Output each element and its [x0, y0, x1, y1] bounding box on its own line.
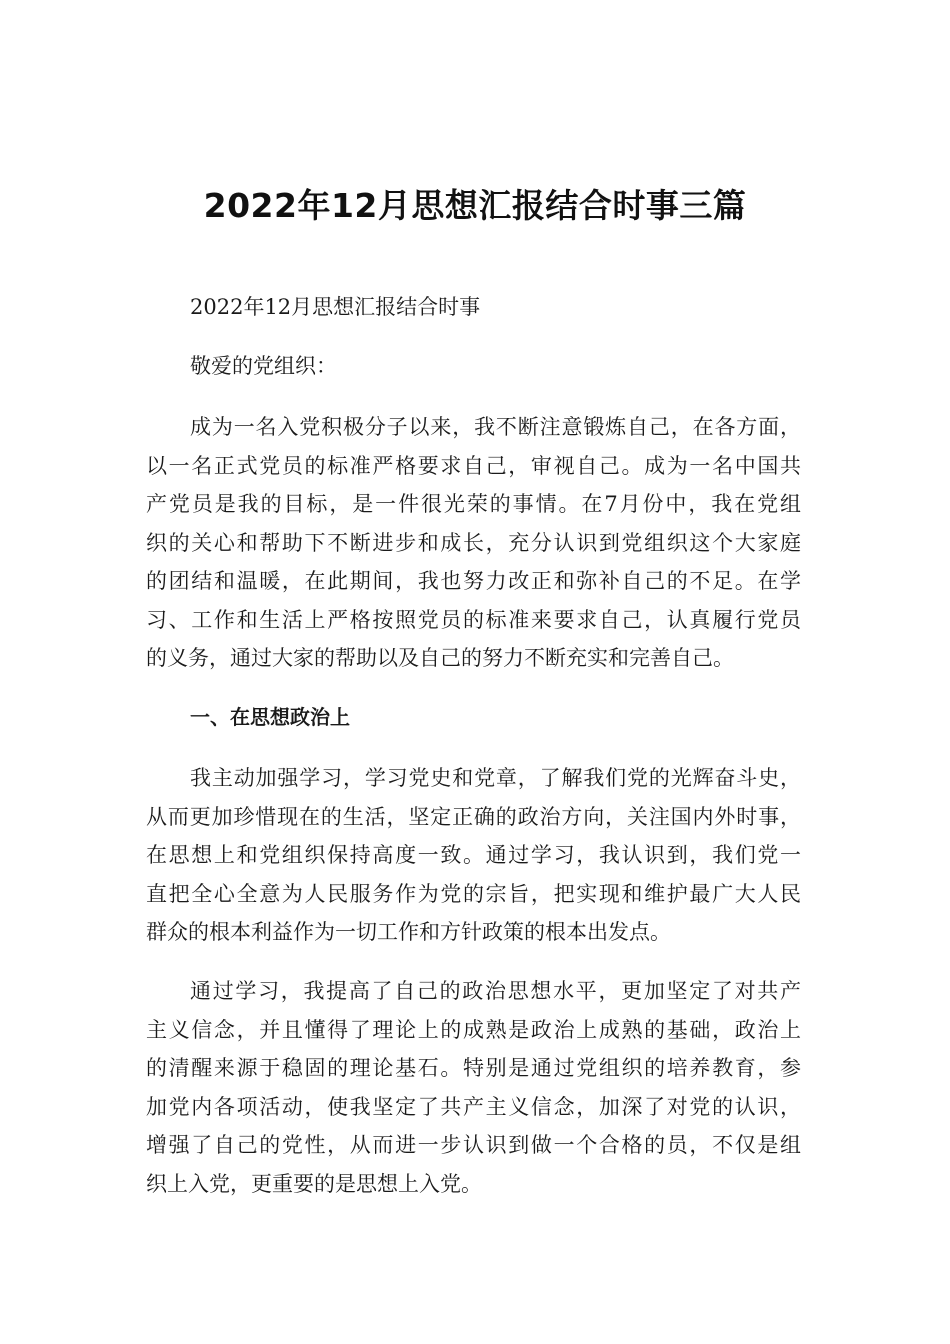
paragraph-political — [146, 759, 801, 952]
paragraph-line: 增强了自己的党性，从而进一步认识到做一个合格的员，不仅是组 — [146, 1133, 801, 1157]
paragraph-line: 群众的根本利益作为一切工作和方针政策的根本出发点。 — [146, 920, 671, 944]
salutation: 敬爱的党组织： — [190, 354, 337, 378]
paragraph-line: 织上入党，更重要的是思想上入党。 — [146, 1171, 482, 1196]
paragraph-line: 以一名正式党员的标准严格要求自己，审视自己。成为一名中国共 — [146, 453, 801, 478]
section-heading: 一、在思想政治上 — [190, 705, 350, 729]
paragraph-line: 的义务，通过大家的帮助以及自己的努力不断充实和完善自己。 — [146, 646, 734, 670]
paragraph-line: 从而更加珍惜现在的生活，坚定正确的政治方向，关注国内外时事， — [146, 804, 801, 829]
paragraph-line: 主义信念，并且懂得了理论上的成熟是政治上成熟的基础，政治上 — [146, 1017, 801, 1042]
paragraph-line: 我主动加强学习，学习党史和党章，了解我们党的光辉奋斗史， — [190, 766, 801, 790]
document-subtitle: 2022年12月思想汇报结合时事 — [190, 295, 481, 319]
paragraph-line: 在思想上和党组织保持高度一致。通过学习，我认识到，我们党一 — [146, 843, 801, 867]
paragraph-line: 产党员是我的目标，是一件很光荣的事情。在7月份中，我在党组 — [146, 492, 801, 516]
paragraph-line: 的团结和温暖，在此期间，我也努力改正和弥补自己的不足。在学 — [146, 569, 801, 593]
paragraph-line: 习、工作和生活上严格按照党员的标准来要求自己，认真履行党员 — [146, 607, 801, 632]
paragraph-line: 的清醒来源于稳固的理论基石。特别是通过党组织的培养教育，参 — [146, 1056, 801, 1080]
paragraph-line: 加党内各项活动，使我坚定了共产主义信念，加深了对党的认识， — [146, 1094, 801, 1119]
paragraph-study — [146, 972, 801, 1203]
paragraph-line: 成为一名入党积极分子以来，我不断注意锻炼自己，在各方面， — [190, 415, 801, 439]
document-title: 2022年12月思想汇报结合时事三篇 — [203, 186, 747, 225]
paragraph-intro — [146, 408, 801, 678]
paragraph-line: 直把全心全意为人民服务作为党的宗旨，把实现和维护最广大人民 — [146, 881, 801, 906]
paragraph-line: 通过学习，我提高了自己的政治思想水平，更加坚定了对共产 — [190, 979, 801, 1003]
paragraph-line: 织的关心和帮助下不断进步和成长，充分认识到党组织这个大家庭 — [146, 530, 801, 555]
